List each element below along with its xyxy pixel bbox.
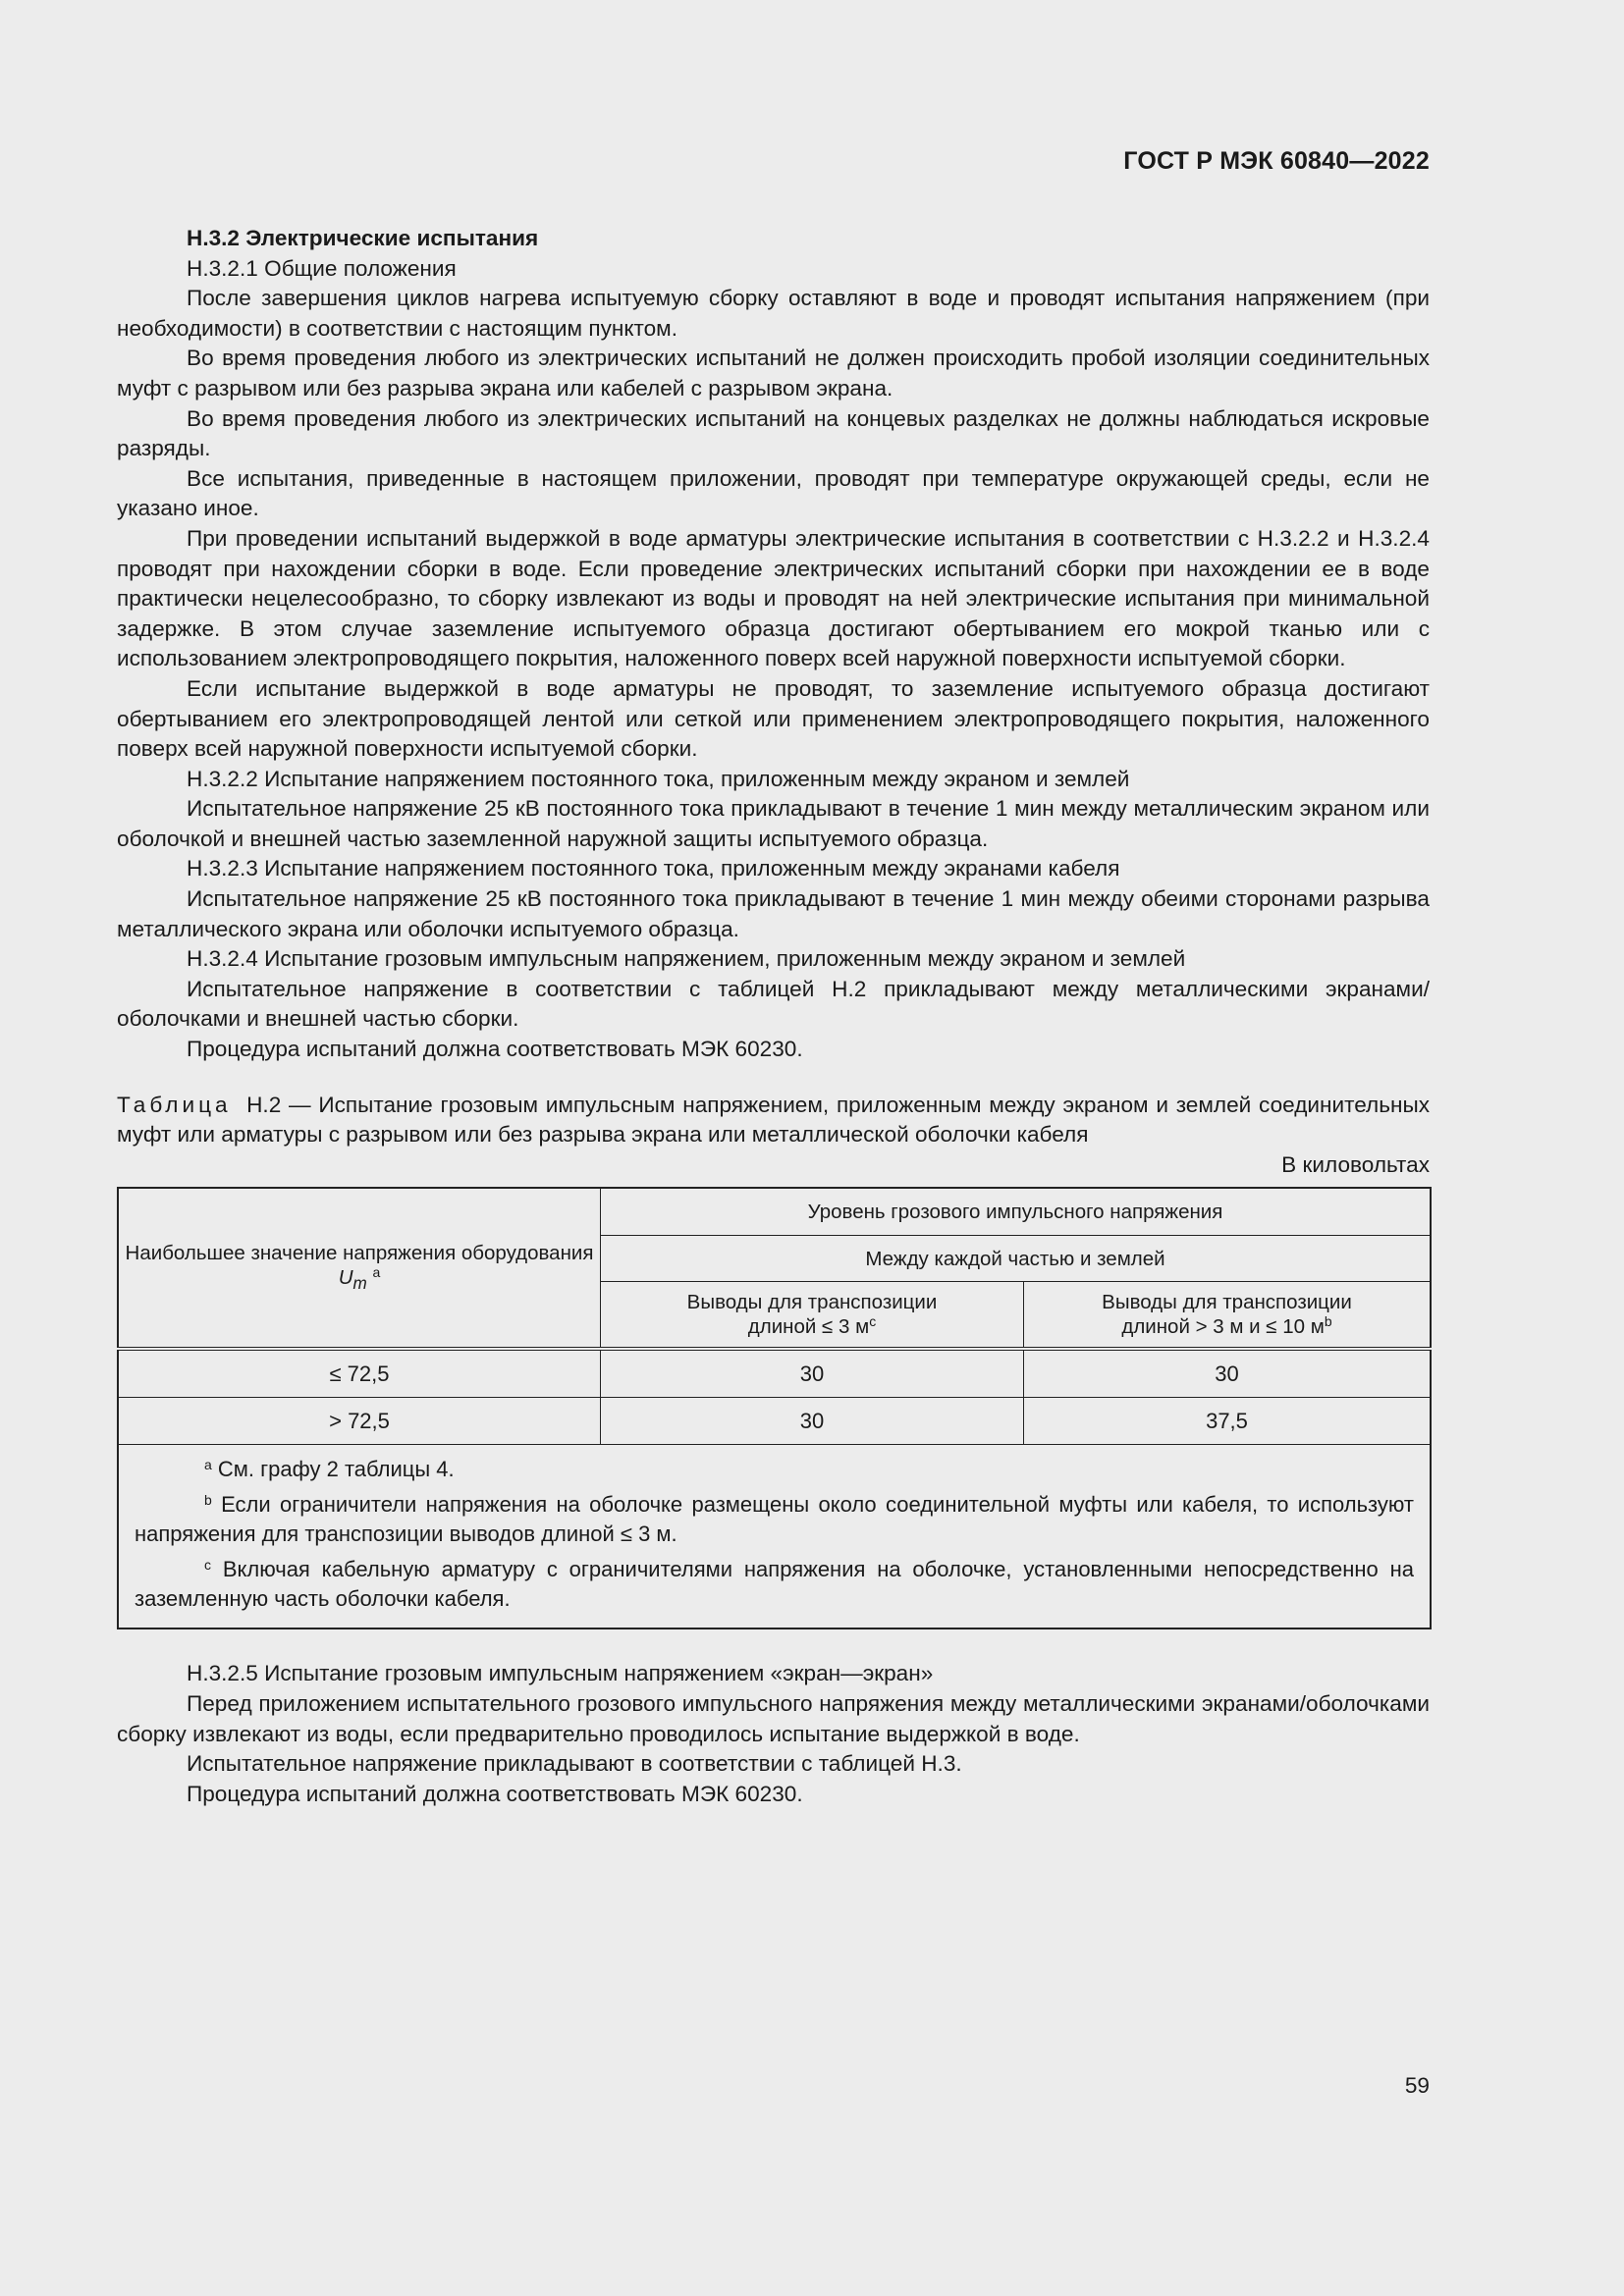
- col2-note-mark: c: [869, 1313, 877, 1330]
- cell-long: 30: [1024, 1349, 1432, 1398]
- paragraph: Испытательное напряжение в соответствии с таблицей Н.2 прикладывают между металлическими экранами/оболочками и внешней частью сборки.: [117, 976, 1430, 1032]
- table-row: [118, 1349, 1431, 1398]
- cell-voltage: > 72,5: [118, 1398, 601, 1445]
- page-content: [117, 224, 1430, 1809]
- document-header: ГОСТ Р МЭК 60840—2022: [1123, 147, 1430, 175]
- table-note: [135, 1455, 1414, 1484]
- paragraph: Во время проведения любого из электрических испытаний не должен происходить пробой изоляции соединительных муфт с разрывом или без разрыва экрана или кабелей с разрывом экрана.: [117, 346, 1430, 400]
- col1-symbol-sub: m: [352, 1273, 367, 1293]
- col3-note-mark: b: [1324, 1313, 1332, 1330]
- col1-note-mark: a: [372, 1263, 381, 1280]
- note-text: Если ограничители напряжения на оболочке размещены около соединительной муфты или кабеля, то используют напряжения для транспозиции выводов длиной ≤ 3 м.: [135, 1492, 1414, 1547]
- page-number: 59: [1404, 2073, 1430, 2098]
- note-mark: b: [204, 1492, 212, 1509]
- cell-short: 30: [601, 1349, 1024, 1398]
- table-note: [135, 1490, 1414, 1549]
- paragraph: Н.3.2.5 Испытание грозовым импульсным напряжением «экран—экран»: [187, 1661, 934, 1686]
- col2-header-line2: длиной ≤ 3 м: [747, 1315, 870, 1339]
- section-heading: Н.3.2 Электрические испытания: [187, 226, 539, 250]
- cell-voltage: ≤ 72,5: [118, 1349, 601, 1398]
- col2-header-line1: Выводы для транспозиции: [686, 1291, 938, 1314]
- paragraph: Перед приложением испытательного грозового импульсного напряжения между металлическими экранами/оболочками сборку извлекают из воды, если предварительно проводилось испытание выдержкой в воде.: [117, 1691, 1430, 1746]
- note-text: Включая кабельную арматуру с ограничителями напряжения на оболочке, установленными непосредственно на заземленную часть оболочки кабеля.: [135, 1557, 1414, 1612]
- paragraph: Процедура испытаний должна соответствовать МЭК 60230.: [187, 1781, 803, 1806]
- paragraph: Если испытание выдержкой в воде арматуры не проводят, то заземление испытуемого образца достигают обертыванием его электропроводящей лентой или сеткой или применением электропроводящего покрытия, наложенного поверх всей наружной поверхности испытуемой сборки.: [117, 675, 1430, 762]
- col2-header: [601, 1282, 1024, 1350]
- cell-long: 37,5: [1024, 1398, 1432, 1445]
- paragraph: Все испытания, приведенные в настоящем приложении, проводят при температуре окружающей среды, если не указано иное.: [117, 465, 1430, 521]
- paragraph: Процедура испытаний должна соответствовать МЭК 60230.: [187, 1037, 803, 1062]
- col1-header: [118, 1188, 601, 1349]
- table-note: [135, 1555, 1414, 1614]
- table-caption-text: Н.2 — Испытание грозовым импульсным напряжением, приложенным между экраном и землей соединительных муфт или арматуры с разрывом или без разрыва экрана или металлической оболочки кабеля: [117, 1092, 1430, 1148]
- paragraph: Н.3.2.1 Общие положения: [187, 255, 457, 281]
- paragraph: Испытательное напряжение 25 кВ постоянного тока прикладывают в течение 1 мин между обеими сторонами разрыва металлического экрана или оболочки испытуемого образца.: [117, 886, 1430, 941]
- voltage-table: [117, 1187, 1432, 1629]
- paragraph: Испытательное напряжение 25 кВ постоянного тока прикладывают в течение 1 мин между металлическим экраном или оболочкой и внешней частью заземленной наружной защиты испытуемого образца.: [117, 796, 1430, 851]
- paragraphs-bottom: [117, 1659, 1430, 1809]
- table-units: В киловольтах: [1281, 1151, 1430, 1177]
- group-header: Уровень грозового импульсного напряжения: [601, 1188, 1432, 1236]
- table-notes: [118, 1445, 1431, 1629]
- note-mark: c: [204, 1557, 211, 1574]
- col1-header-text: Наибольшее значение напряжения оборудования: [125, 1241, 594, 1264]
- table-caption: [117, 1091, 1430, 1150]
- note-mark: a: [204, 1457, 212, 1473]
- subgroup-header: Между каждой частью и землей: [601, 1236, 1432, 1282]
- table-row: [118, 1398, 1431, 1445]
- paragraphs-top: [117, 224, 1430, 1065]
- paragraph: Испытательное напряжение прикладывают в соответствии с таблицей Н.3.: [187, 1751, 962, 1777]
- table-caption-label: Таблица: [117, 1092, 232, 1117]
- paragraph: Н.3.2.3 Испытание напряжением постоянного тока, приложенным между экранами кабеля: [187, 856, 1120, 881]
- paragraph: Н.3.2.4 Испытание грозовым импульсным напряжением, приложенным между экраном и землей: [187, 946, 1186, 972]
- paragraph: После завершения циклов нагрева испытуемую сборку оставляют в воде и проводят испытания напряжением (при необходимости) в соответствии с настоящим пунктом.: [117, 286, 1430, 341]
- paragraph: Во время проведения любого из электрических испытаний на концевых разделках не должны наблюдаться искровые разряды.: [117, 405, 1430, 461]
- col3-header-line2: длиной > 3 м и ≤ 10 м: [1121, 1315, 1325, 1339]
- note-text: См. графу 2 таблицы 4.: [217, 1457, 455, 1482]
- paragraph: Н.3.2.2 Испытание напряжением постоянного тока, приложенным между экраном и землей: [187, 766, 1130, 791]
- col1-symbol: U: [338, 1265, 353, 1289]
- cell-short: 30: [601, 1398, 1024, 1445]
- paragraph: При проведении испытаний выдержкой в воде арматуры электрические испытания в соответствии с Н.3.2.2 и Н.3.2.4 проводят при нахождении сборки в воде. Если проведение электрических испытаний сборки при нахождении ее в воде практически нецелесообразно, то сборку извлекают из воды и проводят на ней электрические испытания при минимальной задержке. В этом случае заземление испытуемого образца достигают обертыванием его мокрой тканью или с использованием электропроводящего покрытия, наложенного поверх всей наружной поверхности испытуемой сборки.: [117, 525, 1430, 671]
- col3-header-line1: Выводы для транспозиции: [1102, 1291, 1352, 1314]
- col3-header: [1024, 1282, 1432, 1350]
